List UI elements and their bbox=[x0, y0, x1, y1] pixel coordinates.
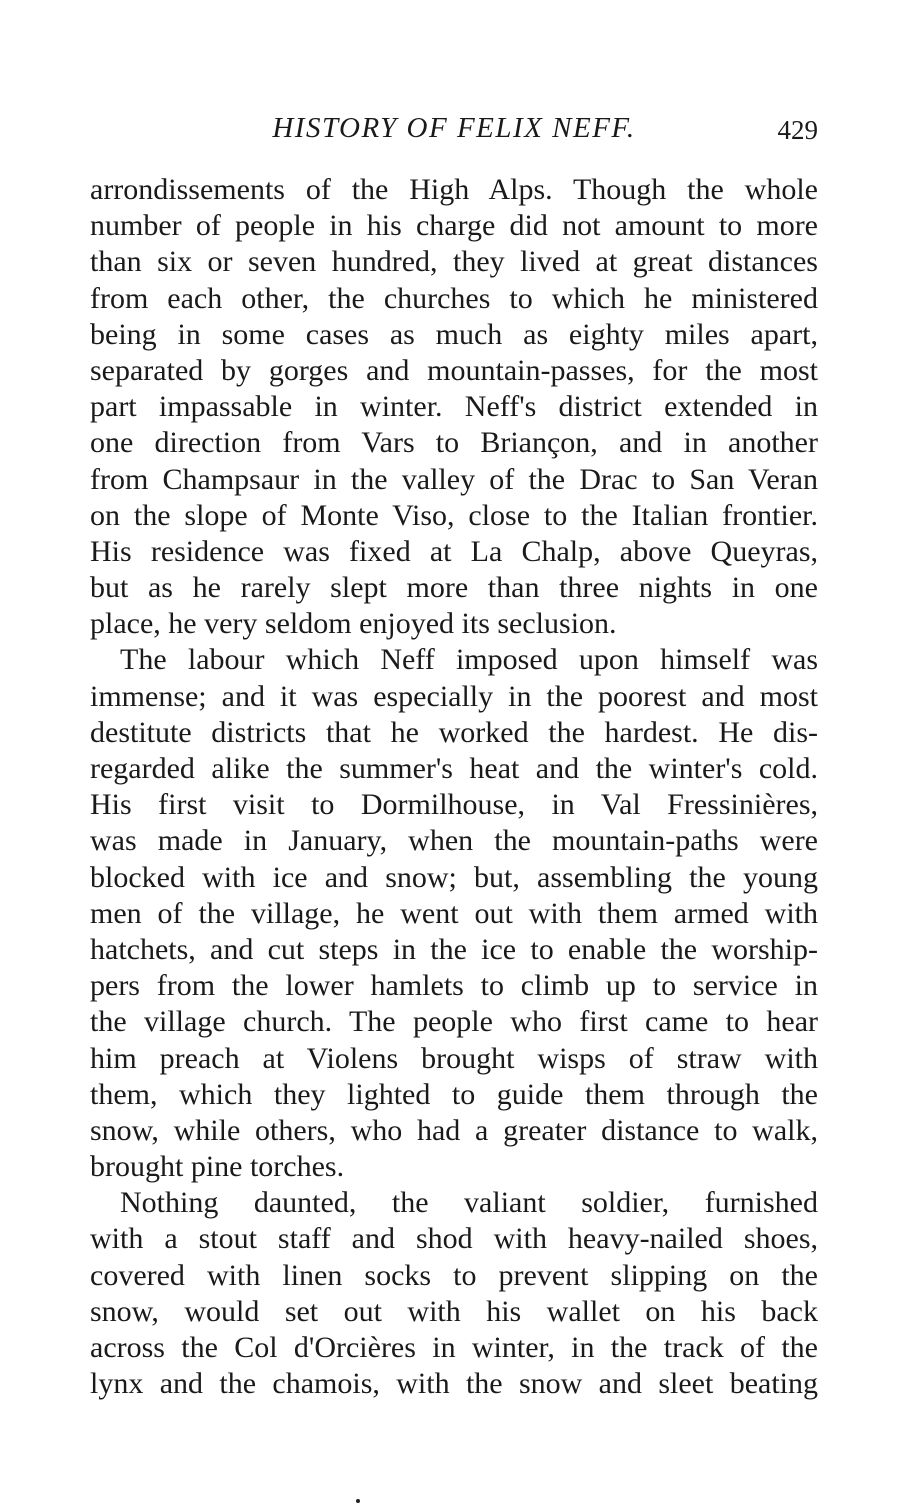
text-line: brought pine torches. bbox=[90, 1150, 345, 1184]
text-line: hatchets, and cut steps in the ice to enable the worship- bbox=[90, 932, 818, 966]
text-line: His first visit to Dormilhouse, in Val Fressinières, bbox=[90, 788, 818, 822]
text-line: place, he very seldom enjoyed its seclusion. bbox=[90, 607, 617, 641]
text-line: but as he rarely slept more than three nights in one bbox=[90, 571, 818, 605]
running-head bbox=[90, 108, 818, 148]
running-title: HISTORY OF FELIX NEFF. bbox=[272, 112, 636, 144]
text-line: His residence was fixed at La Chalp, above Queyras, bbox=[90, 534, 818, 568]
text-line: than six or seven hundred, they lived at great distances bbox=[90, 245, 818, 279]
text-line: one direction from Vars to Briançon, and in another bbox=[90, 426, 818, 460]
text-line: Nothing daunted, the valiant soldier, furnished bbox=[120, 1186, 818, 1220]
page-number: 429 bbox=[777, 115, 818, 145]
body-text bbox=[90, 172, 818, 1402]
text-line: being in some cases as much as eighty miles apart, bbox=[90, 317, 818, 351]
text-line: immense; and it was especially in the poorest and most bbox=[90, 679, 818, 713]
text-line: on the slope of Monte Viso, close to the Italian frontier. bbox=[90, 498, 818, 532]
text-line: regarded alike the summer's heat and the winter's cold. bbox=[90, 752, 818, 785]
text-line: The labour which Neff imposed upon himself was bbox=[120, 643, 818, 677]
ink-speck bbox=[356, 1499, 360, 1503]
text-line: with a stout staff and shod with heavy-nailed shoes, bbox=[90, 1222, 818, 1256]
text-line: blocked with ice and snow; but, assembling the young bbox=[90, 860, 818, 894]
text-line: covered with linen socks to prevent slipping on the bbox=[90, 1258, 818, 1292]
text-line: men of the village, he went out with them armed with bbox=[90, 896, 818, 930]
text-line: from Champsaur in the valley of the Drac to San Veran bbox=[90, 462, 818, 496]
text-line: across the Col d'Orcières in winter, in the track of the bbox=[90, 1331, 818, 1364]
text-line: them, which they lighted to guide them through the bbox=[90, 1077, 818, 1111]
text-line: him preach at Violens brought wisps of straw with bbox=[90, 1041, 818, 1075]
text-line: lynx and the chamois, with the snow and sleet beating bbox=[90, 1367, 818, 1401]
text-line: the village church. The people who first came to hear bbox=[90, 1005, 818, 1039]
text-line: snow, would set out with his wallet on his back bbox=[90, 1294, 818, 1328]
text-line: number of people in his charge did not amount to more bbox=[90, 209, 818, 243]
text-line: pers from the lower hamlets to climb up to service in bbox=[90, 969, 818, 1003]
text-line: arrondissements of the High Alps. Though the whole bbox=[90, 173, 818, 206]
text-line: destitute districts that he worked the hardest. He dis- bbox=[90, 715, 818, 749]
text-line: from each other, the churches to which he ministered bbox=[90, 281, 818, 315]
text-line: part impassable in winter. Neff's district extended in bbox=[90, 390, 818, 424]
text-line: was made in January, when the mountain-paths were bbox=[90, 824, 818, 858]
text-line: separated by gorges and mountain-passes, for the most bbox=[90, 353, 818, 387]
text-line: snow, while others, who had a greater distance to walk, bbox=[90, 1113, 818, 1147]
